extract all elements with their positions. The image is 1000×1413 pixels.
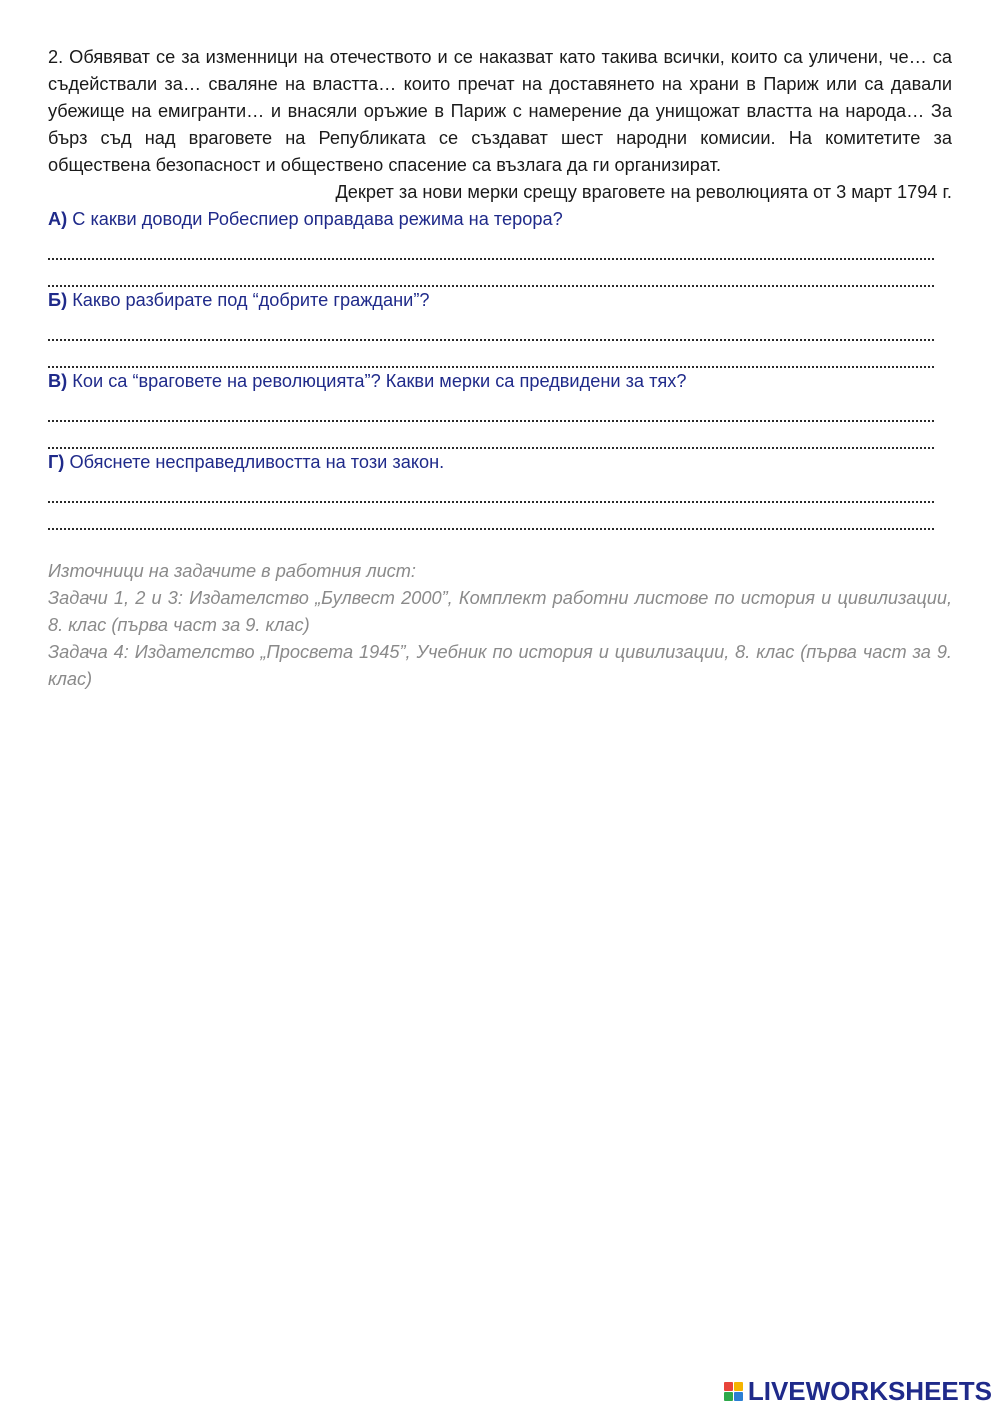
logo-square-yellow bbox=[734, 1382, 743, 1391]
answer-d-line-2[interactable] bbox=[48, 503, 934, 530]
question-a-text: С какви доводи Робеспиер оправдава режима на терора? bbox=[72, 209, 563, 229]
liveworksheets-logo-text: LIVEWORKSHEETS bbox=[747, 1376, 992, 1406]
question-d-letter: Г) bbox=[48, 452, 65, 472]
source-passage: 2. Обявяват се за изменници на отечеството и се наказват като такива всички, които са уличени, че… са съдействали за… сваляне на властта… които пречат на доставянето на храни в Париж или са давали убежище на емигранти… и внасяли оръжие в Париж с намерение да унищожат властта на народа… За бърз съд над враговете на Републиката се създават шест народни комисии. На комитетите за обществена безопасност и обществено спасение са възлага да ги организират. bbox=[48, 47, 952, 175]
question-b-text: Какво разбирате под “добрите граждани”? bbox=[72, 290, 430, 310]
liveworksheets-logo bbox=[724, 1376, 992, 1407]
sources-section bbox=[48, 558, 952, 693]
question-a-letter: А) bbox=[48, 209, 68, 229]
logo-square-blue bbox=[734, 1392, 743, 1401]
question-b-block bbox=[48, 287, 952, 368]
question-b bbox=[48, 287, 952, 314]
question-b-letter: Б) bbox=[48, 290, 68, 310]
answer-c-line-1[interactable] bbox=[48, 395, 934, 422]
question-a-block bbox=[48, 206, 952, 287]
question-c bbox=[48, 368, 952, 395]
answer-b-line-2[interactable] bbox=[48, 341, 934, 368]
source-citation: Декрет за нови мерки срещу враговете на революцията от 3 март 1794 г. bbox=[335, 182, 952, 202]
question-a bbox=[48, 206, 952, 233]
answer-d-line-1[interactable] bbox=[48, 476, 934, 503]
logo-square-green bbox=[724, 1392, 733, 1401]
question-d-text: Обяснете несправедливостта на този закон. bbox=[69, 452, 445, 472]
worksheet-page bbox=[48, 44, 952, 693]
question-c-text: Кои са “враговете на революцията”? Какви мерки са предвидени за тях? bbox=[72, 371, 687, 391]
question-c-letter: В) bbox=[48, 371, 68, 391]
question-d bbox=[48, 449, 952, 476]
sources-line-2: Задача 4: Издателство „Просвета 1945”, Учебник по история и цивилизации, 8. клас (първа част за 9. клас) bbox=[48, 642, 952, 689]
sources-line-1: Задачи 1, 2 и 3: Издателство „Булвест 2000”, Комплект работни листове по история и цивилизации, 8. клас (първа част за 9. клас) bbox=[48, 588, 952, 635]
answer-b-line-1[interactable] bbox=[48, 314, 934, 341]
logo-square-red bbox=[724, 1382, 733, 1391]
answer-c-line-2[interactable] bbox=[48, 422, 934, 449]
question-d-block bbox=[48, 449, 952, 530]
answer-a-line-1[interactable] bbox=[48, 233, 934, 260]
question-c-block bbox=[48, 368, 952, 449]
liveworksheets-logo-icon bbox=[724, 1382, 743, 1401]
answer-a-line-2[interactable] bbox=[48, 260, 934, 287]
sources-heading: Източници на задачите в работния лист: bbox=[48, 561, 416, 581]
